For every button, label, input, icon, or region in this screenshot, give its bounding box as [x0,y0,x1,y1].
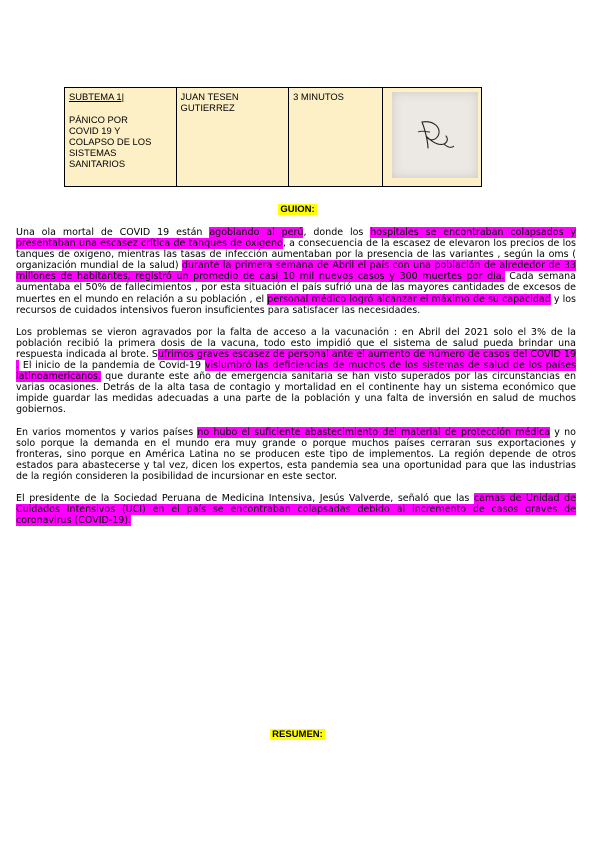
paragraph-text: , donde los [303,227,371,238]
resumen-heading [0,729,595,740]
guion-heading [0,204,595,215]
duration-text: 3 MINUTOS [293,91,344,102]
author-cell [176,88,289,187]
duration-cell [289,88,382,187]
author-name: JUAN TESEN GUTIERREZ [180,91,239,113]
paragraph [16,227,576,316]
subtema-title: PÁNICO POR COVID 19 Y COLAPSO DE LOS SISTEMAS SANITARIOS [69,114,152,169]
paragraph-text: Los problemas se vieron agravados por la falta de acceso a la vacunación : en Abril del 2021 solo el 3% de la población recibió la primera dosis de la vacuna, todo esto impidió que el sistema de salud pueda brindar una respuesta indicada al brote. S [16,326,576,360]
header-table-row [65,88,482,187]
highlighted-text: durante la primera semana de Abril el país con una población de alrededor de 33 millones de habitantes, registró un promedio de casi 10 mil nuevos casos y 300 muertes por dia. [16,260,576,283]
highlighted-text: camas de Unidad de Cuidados Intensivos (UCI) en el país se encontraban colapsadas debido al incremento de casos graves de coronavirus (COVID-19). [16,492,576,527]
paragraph-text: Cada semana aumentaba el 50% de fallecimientos , por esta situación el país sufrió una de las mayores cantidades de excesos de muertes en el mundo en relación a su población , el [16,271,576,305]
paragraph-text: El presidente de la Sociedad Peruana de Medicina Intensiva, Jesús Valverde, señaló que las [16,492,474,504]
header-table [64,87,482,187]
signature-icon [392,92,478,178]
highlighted-text: vislumbró las deficiencias de muchos de los sistemas de salud de los países latinoamericanos, [16,360,576,383]
highlighted-text: agobiando al perú [209,227,304,238]
subtema-label: SUBTEMA 1| [69,91,125,102]
paragraph-text: , a consecuencia de la escasez de elevaron los precios de los tanques de oxigeno, mientras las tasas de infección aumentaban por la presencia de las variantes , según la oms ( organización mundial de la salud) [16,238,576,272]
paragraph-text: Una ola mortal de COVID 19 están [16,227,210,238]
resumen-heading-text: RESUMEN: [272,729,323,740]
paragraph [16,327,576,416]
subtema-cell [65,88,177,187]
paragraph [16,427,576,482]
paragraph-text: En varios momentos y varios países [16,426,198,438]
paragraph-text: que durante este año de emergencia sanitaria se han visto superados por las circunstancias en varias ocasiones. Detrás de la alta tasa de contagio y mortalidad en el continente hay un sistema económico que impide guardar las medidas adecuadas a una parte de la población y una falta de inversión en salud de muchos gobiernos. [16,371,576,416]
highlighted-text: no hubo el suficiente abastecimiento del material de protección médica [197,426,551,438]
guion-heading-text: GUION: [280,204,315,215]
paragraph [16,493,576,526]
signature-image [392,92,478,178]
paragraph-text: y los recursos de cuidados intensivos fueron insuficientes para satisfacer las necesidades. [16,293,577,316]
paragraph-text: El inicio de la pandemia de Covid-19 [19,360,205,372]
script-body [16,227,576,537]
paragraph-text: y no solo porque la demanda en el mundo era muy grande o porque muchos países cerraran sus exportaciones y fronteras, sino porque en América Latina no se producen este tipo de implementos. La región depende de otros estados para abastecerse y tal vez, dicen los expertos, esta pandemia sea una oportunidad para que las industrias de la región consideren la posibilidad de incursionar en este sector. [16,426,576,482]
signature-cell [382,88,482,187]
highlighted-text: ufrimos graves escasez de personal ante el aumento de número de casos del COVID 19 . [16,348,576,372]
highlighted-text: personal médico logró alcanzar el máximo de su capacidad [267,293,551,305]
highlighted-text: hospitales se encontraban colapsados y presentaban una escasez crítica de tanques de oxigeno [16,227,577,250]
